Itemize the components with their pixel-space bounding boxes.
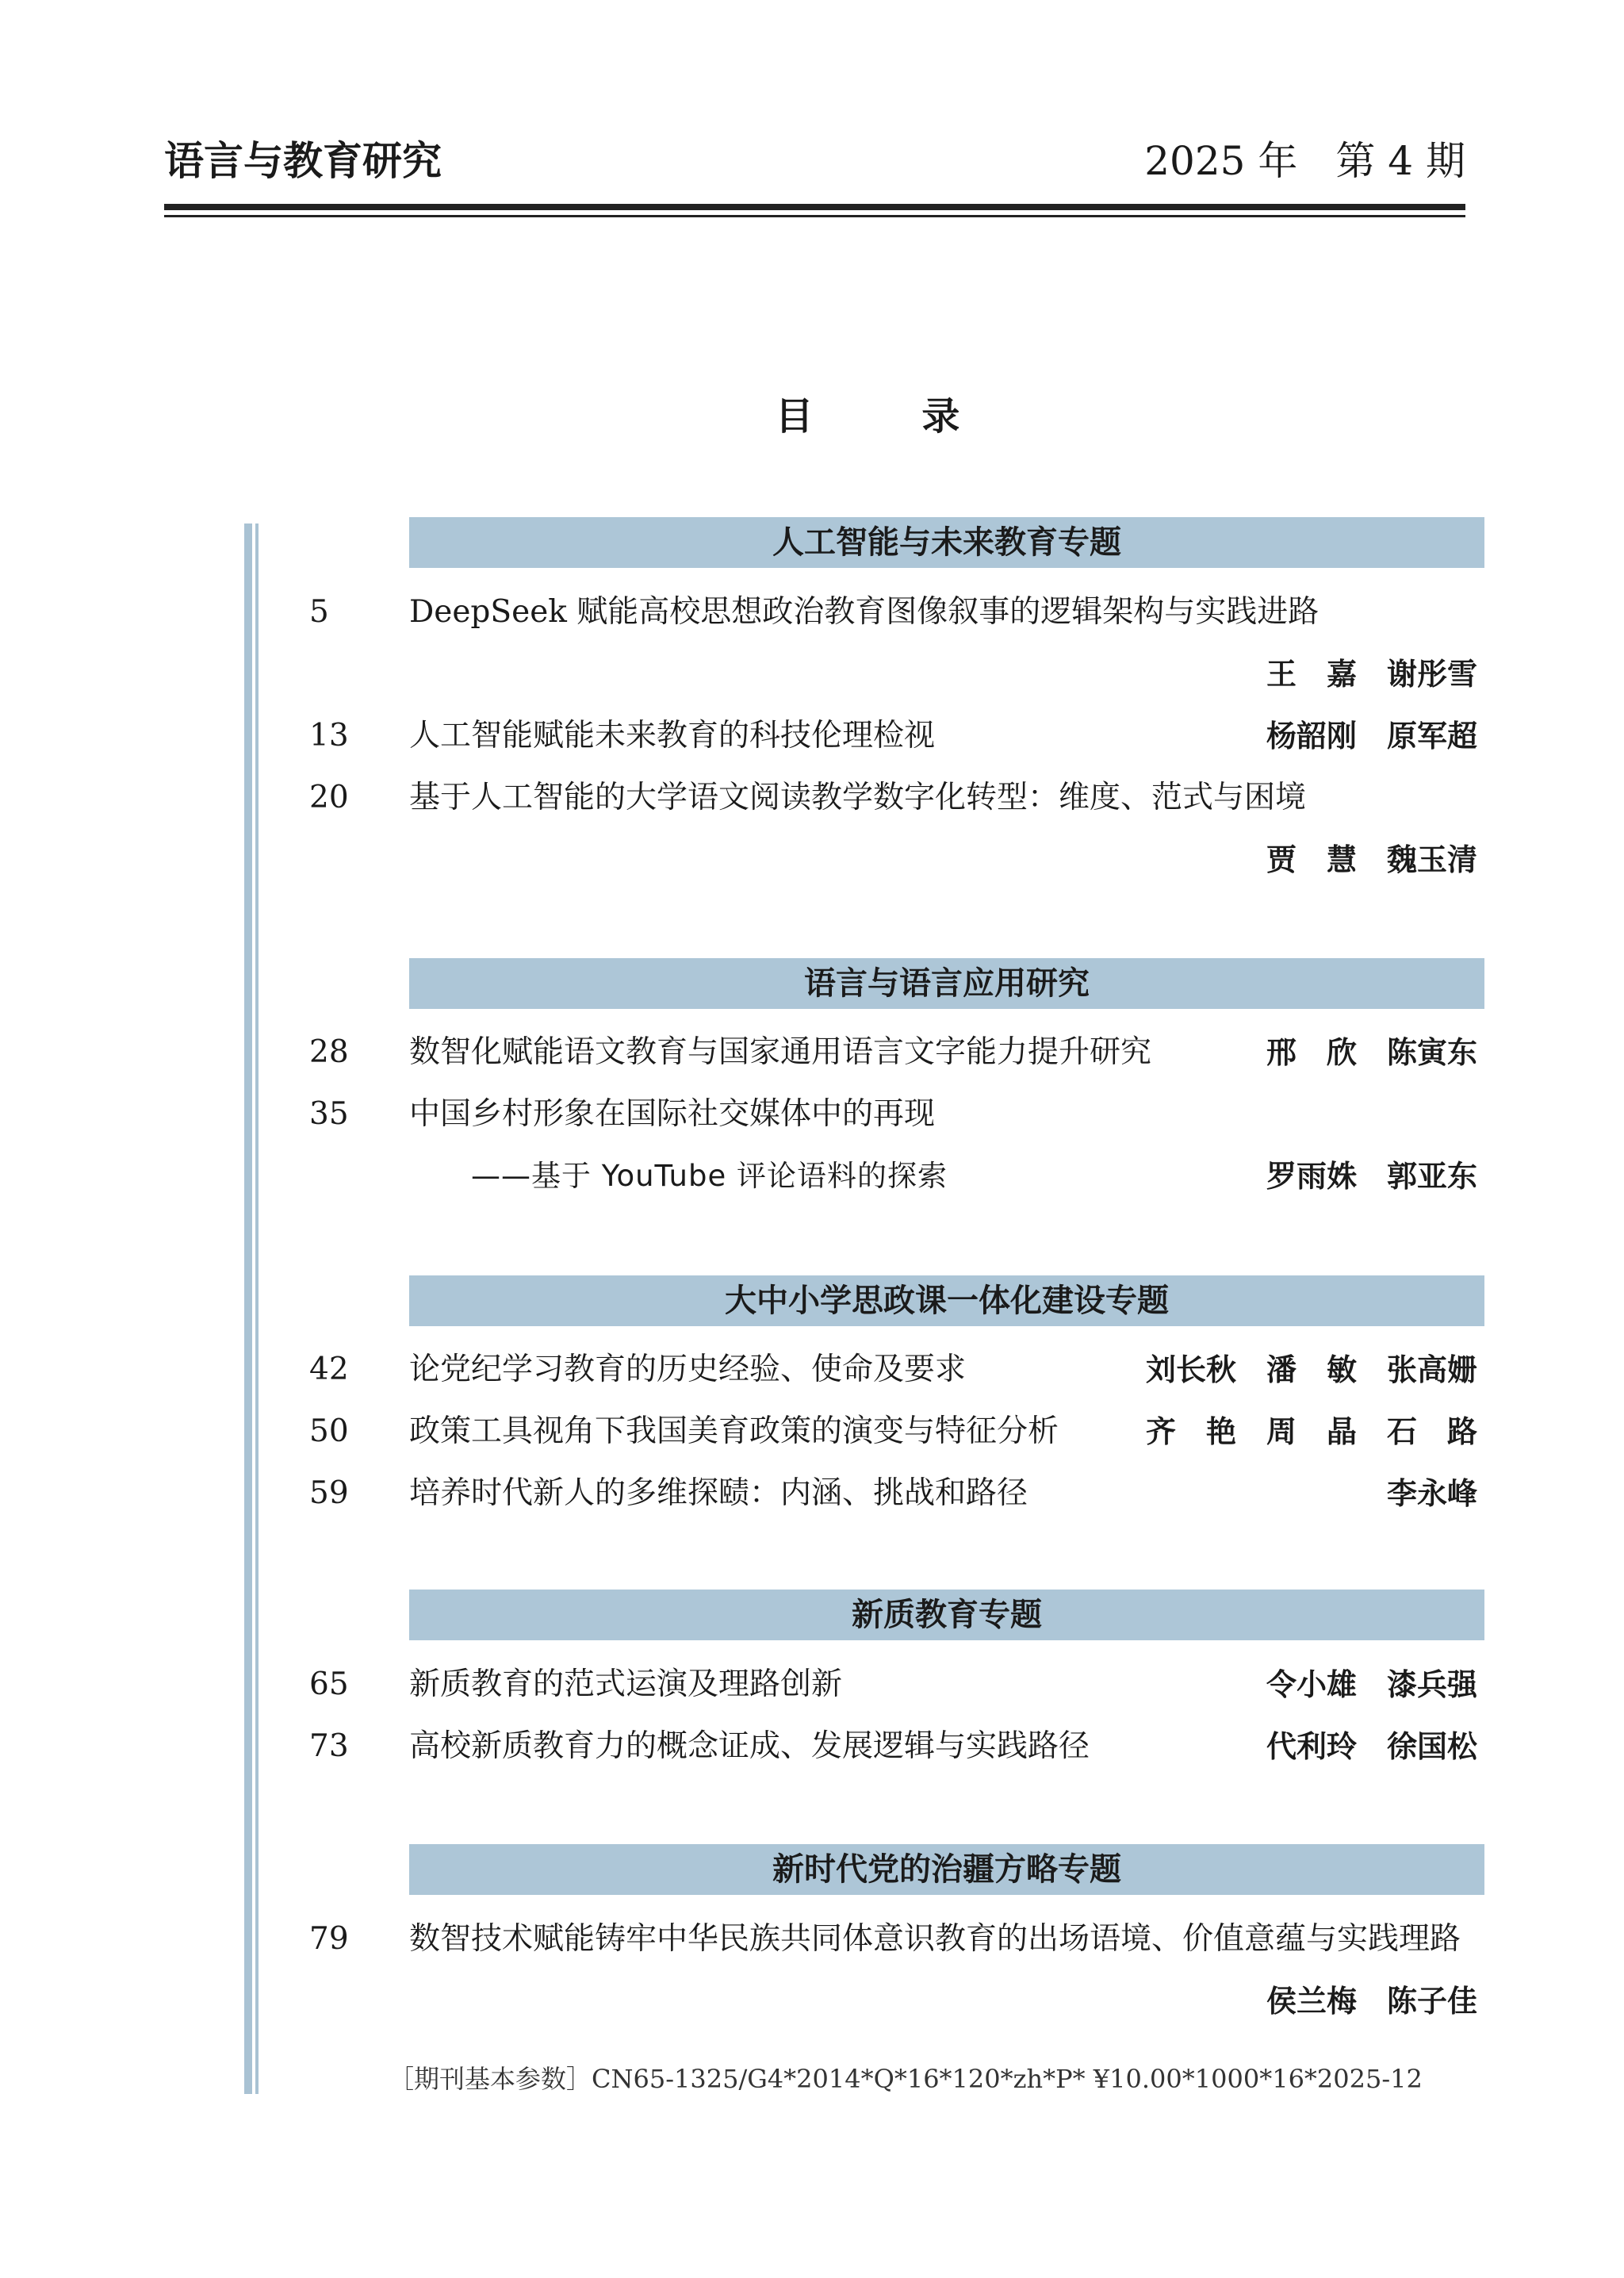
toc-entry-subtitle-line [0,1149,1624,1204]
toc-entry[interactable] [0,1466,1624,1521]
entry-page-number: 59 [309,1475,349,1511]
journal-parameters: ［期刊基本参数］CN65-1325/G4*2014*Q*16*120*zh*P* ¥10.00*1000*16*2025-12 [389,2064,1423,2094]
entry-page-number: 35 [309,1096,349,1132]
toc-entry[interactable] [0,585,1624,640]
entry-authors: 邢 欣 陈寅东 [1266,1035,1477,1070]
entry-page-number: 50 [309,1413,349,1449]
entry-authors: 令小雄 漆兵强 [1266,1667,1477,1702]
entry-authors: 李永峰 [1386,1476,1477,1511]
toc-entry-authors-line [0,1973,1624,2029]
toc-entry-authors-line [0,646,1624,702]
section-heading: 语言与语言应用研究 [409,958,1484,1009]
header-rule-thick [164,204,1465,210]
entry-authors: 王 嘉 谢彤雪 [1266,657,1477,692]
entry-authors: 齐 艳 周 晶 石 路 [1145,1414,1477,1449]
entry-title: 数智技术赋能铸牢中华民族共同体意识教育的出场语境、价值意蕴与实践理路 [409,1921,1461,1957]
toc-entry[interactable] [0,1719,1624,1774]
entry-title: 培养时代新人的多维探赜：内涵、挑战和路径 [409,1475,1028,1511]
section-heading: 大中小学思政课一体化建设专题 [409,1275,1484,1326]
issue-number: 第 4 期 [1335,138,1465,184]
entry-authors: 杨韶刚 原军超 [1266,719,1477,754]
entry-page-number: 28 [309,1034,349,1070]
toc-entry[interactable] [0,770,1624,826]
header-rule-thin [164,215,1465,217]
section-heading: 人工智能与未来教育专题 [409,517,1484,568]
entry-page-number: 79 [309,1921,349,1957]
toc-entry[interactable] [0,1342,1624,1398]
entry-page-number: 20 [309,780,349,815]
entry-authors: 代利玲 徐国松 [1266,1729,1477,1764]
toc-entry[interactable] [0,1912,1624,1967]
entry-authors: 侯兰梅 陈子佳 [1266,1984,1477,2019]
entry-title: 论党纪学习教育的历史经验、使命及要求 [409,1352,967,1387]
entry-page-number: 73 [309,1728,349,1764]
section-heading: 新时代党的治疆方略专题 [409,1844,1484,1895]
entry-authors: 刘长秋 潘 敏 张高姗 [1145,1352,1477,1387]
entry-title: 新质教育的范式运演及理路创新 [409,1666,843,1702]
toc-entry[interactable] [0,1025,1624,1080]
entry-title: 数智化赋能语文教育与国家通用语言文字能力提升研究 [409,1034,1152,1070]
entry-title: 基于人工智能的大学语文阅读教学数字化转型：维度、范式与困境 [409,780,1307,815]
journal-name: 语言与教育研究 [164,138,442,184]
toc-entry[interactable] [0,1404,1624,1459]
issue-year: 2025 年 [1144,138,1298,184]
entry-title: 中国乡村形象在国际社交媒体中的再现 [409,1096,936,1132]
toc-entry-authors-line [0,832,1624,888]
entry-page-number: 42 [309,1352,349,1387]
issue-info [1144,133,1465,189]
entry-authors: 贾 慧 魏玉清 [1266,842,1477,877]
section-heading: 新质教育专题 [409,1590,1484,1640]
entry-subtitle: ——基于 YouTube 评论语料的探索 [471,1159,948,1193]
entry-title: 人工智能赋能未来教育的科技伦理检视 [409,718,936,754]
entry-page-number: 65 [309,1666,349,1702]
toc-title: 目 录 [775,394,1008,439]
toc-entry[interactable] [0,1657,1624,1712]
entry-title: 高校新质教育力的概念证成、发展逻辑与实践路径 [409,1728,1090,1764]
toc-entry[interactable] [0,1087,1624,1142]
toc-entry[interactable] [0,708,1624,764]
entry-title: 政策工具视角下我国美育政策的演变与特征分析 [409,1413,1059,1449]
entry-authors: 罗雨姝 郭亚东 [1266,1159,1477,1194]
entry-page-number: 13 [309,718,349,754]
entry-title: DeepSeek 赋能高校思想政治教育图像叙事的逻辑架构与实践进路 [409,594,1320,630]
entry-page-number: 5 [309,594,329,630]
